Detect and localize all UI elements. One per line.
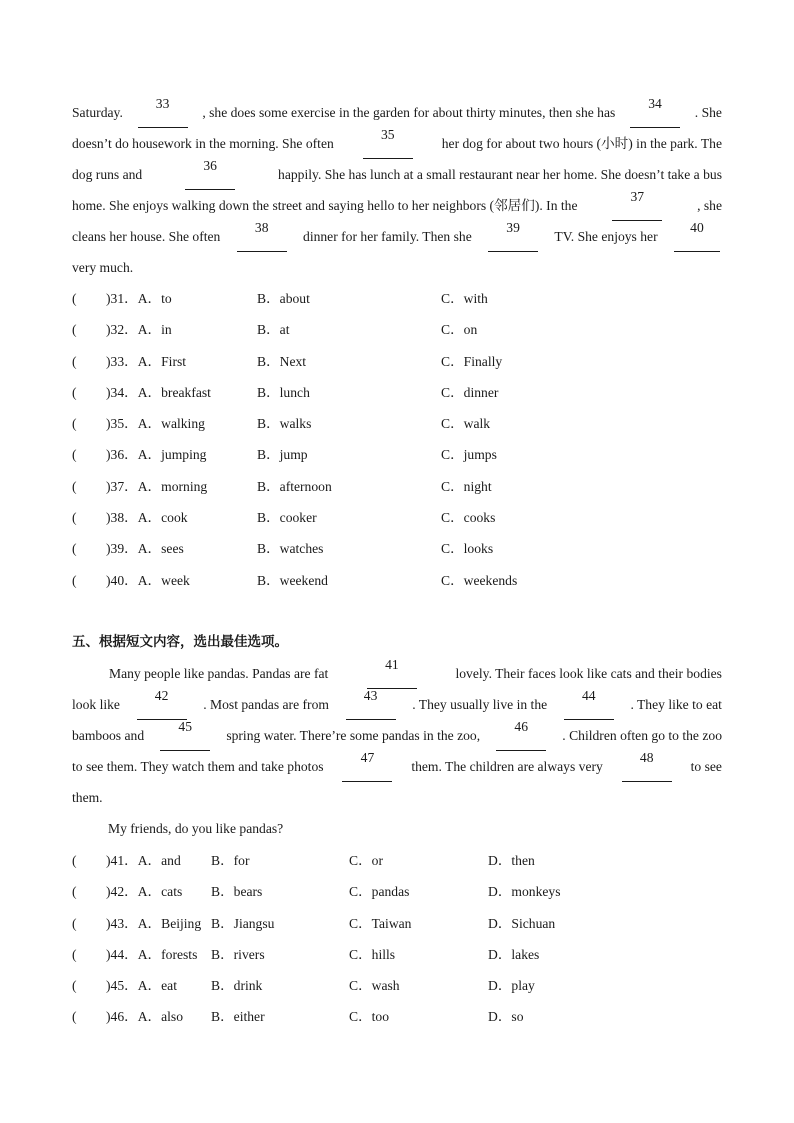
- question-row: [72, 377, 632, 408]
- question-row: [72, 408, 632, 439]
- passage-text: look like: [72, 697, 120, 712]
- option-c: C．too: [349, 1009, 390, 1025]
- answer-paren: (: [72, 384, 77, 400]
- option-b: B．watches: [257, 541, 324, 557]
- passage-text: bamboos and: [72, 728, 145, 743]
- cloze-passage-2: [72, 658, 722, 813]
- option-b: B．drink: [211, 978, 263, 994]
- option-c: C．dinner: [441, 384, 499, 400]
- option-c: C．cooks: [441, 510, 496, 526]
- cloze-passage-1: [72, 97, 722, 283]
- blank-41: 41: [367, 658, 417, 689]
- question-row: [72, 908, 632, 939]
- blank-48: 48: [622, 751, 672, 782]
- answer-paren: (: [72, 478, 77, 494]
- blank-45: 45: [160, 720, 210, 751]
- passage-text: spring water. There’re some pandas in the zoo,: [226, 728, 481, 743]
- option-c: C．hills: [349, 946, 396, 962]
- passage-line: [72, 782, 722, 813]
- question-row: [72, 283, 632, 314]
- question-row: [72, 314, 632, 345]
- blank-38: 38: [237, 221, 287, 252]
- option-b: B．either: [211, 1009, 265, 1025]
- option-a: )43．A．Beijing: [106, 915, 202, 931]
- option-c: C．weekends: [441, 572, 518, 588]
- passage-line: [72, 221, 722, 252]
- passage-line: [72, 720, 722, 751]
- option-a: )34．A．breakfast: [106, 384, 211, 400]
- answer-paren: (: [72, 572, 77, 588]
- passage-text: lovely. Their faces look like cats and their bodies: [455, 666, 722, 681]
- passage-text: , she does some exercise in the garden for about thirty minutes, then she has: [202, 105, 616, 120]
- option-c: C．Finally: [441, 353, 503, 369]
- answer-paren: (: [72, 946, 77, 962]
- option-d: D．monkeys: [488, 884, 561, 900]
- option-a: )46．A．also: [106, 1009, 184, 1025]
- passage-text: . Most pandas are from: [203, 697, 329, 712]
- passage-text: , she: [697, 198, 722, 213]
- blank-34: 34: [630, 97, 680, 128]
- answer-paren: (: [72, 291, 77, 306]
- option-a: )39．A．sees: [106, 541, 184, 557]
- option-b: B．jump: [257, 447, 308, 463]
- question-row: [72, 1001, 632, 1032]
- option-b: B．for: [211, 853, 250, 868]
- option-d: D．Sichuan: [488, 915, 556, 931]
- answer-paren: (: [72, 353, 77, 369]
- option-b: B．at: [257, 322, 290, 338]
- passage-text: to see: [690, 759, 722, 774]
- passage-text: . Children often go to the zoo: [562, 728, 722, 743]
- passage-line: [72, 751, 722, 782]
- option-d: D．so: [488, 1009, 524, 1025]
- passage-line: [72, 97, 722, 128]
- passage-text: Many people like pandas. Pandas are fat: [109, 666, 329, 681]
- blank-42: 42: [137, 689, 187, 720]
- option-b: B．walks: [257, 416, 312, 432]
- option-c: C．looks: [441, 541, 494, 557]
- option-a: )32．A．in: [106, 322, 172, 338]
- question-row: [72, 970, 632, 1001]
- blank-43: 43: [346, 689, 396, 720]
- answer-paren: (: [72, 915, 77, 931]
- closing-line: My friends, do you like pandas?: [108, 821, 284, 836]
- option-d: D．play: [488, 978, 535, 994]
- answer-paren: (: [72, 447, 77, 463]
- question-list-31-40: [72, 283, 632, 596]
- passage-text: dog runs and: [72, 167, 143, 182]
- option-a: )45．A．eat: [106, 978, 177, 994]
- option-d: D．lakes: [488, 946, 540, 962]
- question-row: [72, 939, 632, 970]
- option-c: C．pandas: [349, 884, 410, 900]
- blank-39: 39: [488, 221, 538, 252]
- question-row: [72, 471, 632, 502]
- passage-text: . They like to eat: [630, 697, 722, 712]
- option-a: )31．A．to: [106, 291, 172, 306]
- question-row: [72, 845, 632, 876]
- option-b: B．bears: [211, 884, 263, 900]
- passage-text: dinner for her family. Then she: [303, 229, 472, 244]
- passage-line: [72, 159, 722, 190]
- question-row: [72, 346, 632, 377]
- option-c: C．wash: [349, 978, 400, 994]
- blank-33: 33: [138, 97, 188, 128]
- passage-line: [72, 128, 722, 159]
- option-a: )42．A．cats: [106, 884, 183, 900]
- passage-text: them.: [72, 790, 103, 805]
- option-c: C．on: [441, 322, 478, 338]
- option-a: )33．A．First: [106, 353, 187, 369]
- passage-text: to see them. They watch them and take photos: [72, 759, 324, 774]
- blank-46: 46: [496, 720, 546, 751]
- passage-text: happily. She has lunch at a small restaurant near her home. She doesn’t take a bus: [278, 167, 722, 182]
- option-c: C．with: [441, 291, 488, 306]
- option-b: B．weekend: [257, 572, 328, 588]
- passage-line: [72, 252, 722, 283]
- blank-40: 40: [674, 221, 720, 252]
- option-b: B．lunch: [257, 384, 310, 400]
- answer-paren: (: [72, 978, 77, 994]
- option-a: )35．A．walking: [106, 416, 205, 432]
- answer-paren: (: [72, 853, 77, 868]
- passage-text: TV. She enjoys her: [554, 229, 658, 244]
- answer-paren: (: [72, 541, 77, 557]
- blank-44: 44: [564, 689, 614, 720]
- option-a: )44．A．forests: [106, 946, 198, 962]
- blank-37: 37: [612, 190, 662, 221]
- option-a: )40．A．week: [106, 572, 190, 588]
- question-row: [72, 439, 632, 470]
- passage-line: [72, 689, 722, 720]
- passage-text: very much.: [72, 260, 134, 275]
- question-row: [72, 876, 632, 907]
- passage-text: her dog for about two hours (小时) in the park. The: [441, 136, 722, 151]
- blank-35: 35: [363, 128, 413, 159]
- passage-text: them. The children are always very: [411, 759, 603, 774]
- blank-36: 36: [185, 159, 235, 190]
- option-b: B．afternoon: [257, 478, 332, 494]
- question-row: [72, 533, 632, 564]
- section-heading: 五、根据短文内容，选出最佳选项。: [72, 634, 288, 650]
- option-c: C．jumps: [441, 447, 497, 463]
- option-a: )37．A．morning: [106, 478, 208, 494]
- option-b: B．cooker: [257, 510, 317, 526]
- answer-paren: (: [72, 322, 77, 338]
- passage-line: [72, 658, 722, 689]
- question-row: [72, 502, 632, 533]
- passage-text: doesn’t do housework in the morning. She often: [72, 136, 334, 151]
- option-a: )41．A．and: [106, 853, 181, 868]
- option-d: D．then: [488, 853, 535, 868]
- passage-text: home. She enjoys walking down the street and saying hello to her neighbors (邻居们). In the: [72, 198, 578, 213]
- passage-line: [72, 190, 722, 221]
- passage-text: . She: [694, 105, 722, 120]
- option-a: )36．A．jumping: [106, 447, 207, 463]
- option-c: C．Taiwan: [349, 915, 412, 931]
- passage-text: Saturday.: [72, 105, 123, 120]
- answer-paren: (: [72, 1009, 77, 1025]
- passage-text: cleans her house. She often: [72, 229, 221, 244]
- answer-paren: (: [72, 884, 77, 900]
- option-b: B．Next: [257, 353, 307, 369]
- question-row: [72, 565, 632, 596]
- option-a: )38．A．cook: [106, 510, 188, 526]
- answer-paren: (: [72, 510, 77, 526]
- answer-paren: (: [72, 416, 77, 432]
- option-b: B．about: [257, 291, 310, 306]
- option-b: B．rivers: [211, 946, 265, 962]
- blank-47: 47: [342, 751, 392, 782]
- option-c: C．walk: [441, 416, 491, 432]
- question-list-41-46: [72, 845, 632, 1033]
- option-c: C．night: [441, 478, 492, 494]
- option-b: B．Jiangsu: [211, 915, 275, 931]
- passage-text: . They usually live in the: [412, 697, 548, 712]
- option-c: C．or: [349, 853, 383, 868]
